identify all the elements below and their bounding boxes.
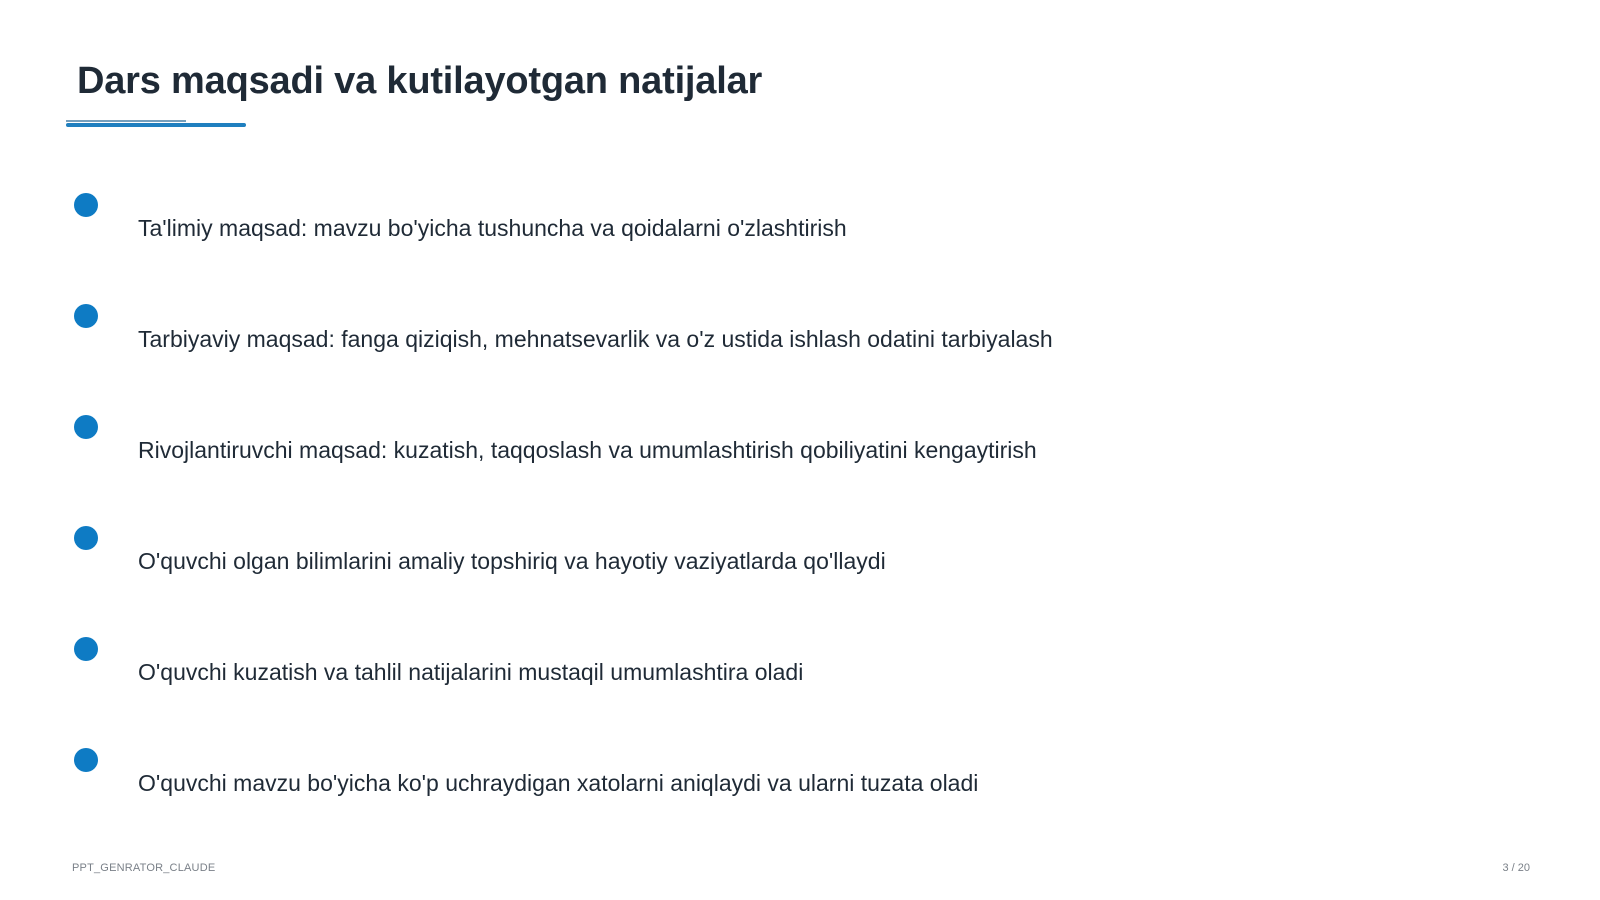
bullet-text: O'quvchi kuzatish va tahlil natijalarini mustaqil umumlashtira oladi xyxy=(138,659,804,685)
slide-title: Dars maqsadi va kutilayotgan natijalar xyxy=(77,60,763,102)
bullet-text: O'quvchi olgan bilimlarini amaliy topshiriq va hayotiy vaziyatlarda qo'llaydi xyxy=(138,548,886,574)
bullet-text: Rivojlantiruvchi maqsad: kuzatish, taqqoslash va umumlashtirish qobiliyatini kengaytirish xyxy=(138,437,1037,463)
bullet-text: Tarbiyaviy maqsad: fanga qiziqish, mehnatsevarlik va o'z ustida ishlash odatini tarbiyalash xyxy=(138,326,1053,352)
bullet-dot-icon xyxy=(74,526,98,550)
list-item xyxy=(0,193,1500,253)
bullet-dot-icon xyxy=(74,415,98,439)
bullet-text: Ta'limiy maqsad: mavzu bo'yicha tushuncha va qoidalarni o'zlashtirish xyxy=(138,215,847,241)
bullet-dot-icon xyxy=(74,748,98,772)
bullet-dot-icon xyxy=(74,637,98,661)
list-item xyxy=(0,748,1500,808)
bullet-text: O'quvchi mavzu bo'yicha ko'p uchraydigan xatolarni aniqlaydi va ularni tuzata oladi xyxy=(138,770,979,796)
page-indicator: 3 / 20 xyxy=(1502,862,1530,874)
list-item xyxy=(0,415,1500,475)
bullet-dot-icon xyxy=(74,304,98,328)
list-item xyxy=(0,637,1500,697)
list-item xyxy=(0,304,1500,364)
footer-source-label: PPT_GENRATOR_CLAUDE xyxy=(72,862,216,874)
list-item xyxy=(0,526,1500,586)
bullet-dot-icon xyxy=(74,193,98,217)
